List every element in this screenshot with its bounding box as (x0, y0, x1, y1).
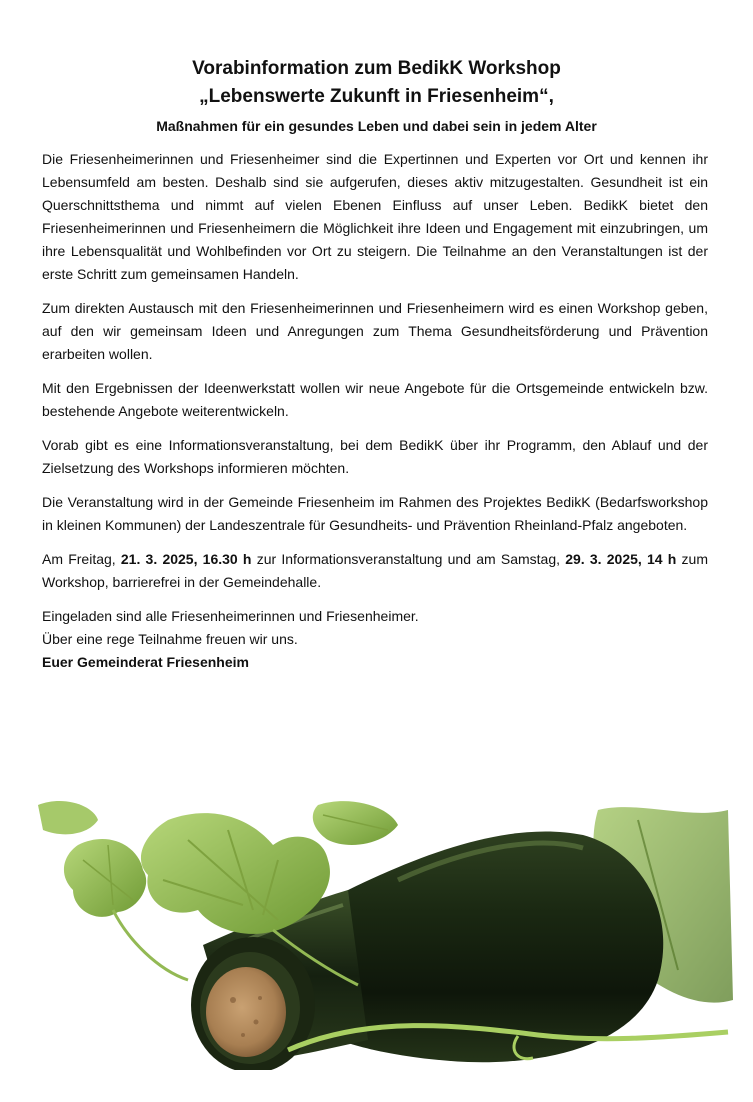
closing-invitation: Eingeladen sind alle Friesenheimerinnen und Friesenheimer. (42, 608, 419, 624)
closing-block (42, 605, 708, 674)
paragraph-dates (42, 548, 708, 594)
document-title: Vorabinformation zum BedikK Workshop (192, 58, 561, 79)
document-subtitle: Maßnahmen für ein gesundes Leben und dabei sein in jedem Alter (156, 118, 597, 134)
date-info-event: 21. 3. 2025, 16.30 h (120, 551, 252, 567)
wine-bottle-photo (38, 800, 733, 1070)
workshop-name: „Lebenswerte Zukunft in Friesenheim“, (199, 86, 554, 107)
paragraph-info-event: Vorab gibt es eine Informationsveranstaltung, bei dem BedikK über ihr Programm, den Ablauf und der Zielsetzung des Workshops informieren möchten. (42, 437, 708, 476)
dates-prefix: Am Freitag, (42, 551, 121, 567)
closing-thanks: Über eine rege Teilnahme freuen wir uns. (42, 631, 298, 647)
cork (206, 967, 286, 1057)
date-workshop: 29. 3. 2025, 14 h (565, 551, 677, 567)
paragraph-project: Die Veranstaltung wird in der Gemeinde Friesenheim im Rahmen des Projektes BedikK (Bedarfsworkshop in kleinen Kommunen) der Landeszentrale für Gesundheits- und Prävention Rheinland-Pfalz angeboten. (42, 494, 708, 533)
body-text (42, 148, 708, 685)
paragraph-workshop: Zum direkten Austausch mit den Friesenheimerinnen und Friesenheimern wird es einen Workshop geben, auf den wir gemeinsam Ideen und Anregungen zum Thema Gesundheitsförderung und Prävention erarbeiten wollen. (42, 300, 708, 362)
paragraph-results: Mit den Ergebnissen der Ideenwerkstatt wollen wir neue Angebote für die Ortsgemeinde entwickeln bzw. bestehende Angebote weiterentwickeln. (42, 380, 708, 419)
dates-suffix: zum Workshop, barrierefrei in der Gemeindehalle. (42, 551, 708, 590)
paragraph-experts: Die Friesenheimerinnen und Friesenheimer sind die Expertinnen und Experten vor Ort und kennen ihr Lebensumfeld am besten. Deshalb sind sie aufgerufen, dieses aktiv mitzugestalten. Gesundheit ist ein Querschnittsthema und nimmt auf vielen Ebenen Einfluss auf unser Leben. BedikK bietet den Friesenheimerinnen und Friesenheimern die Möglichkeit ihre Ideen und Engagement mit einzubringen, um ihre Lebensqualität und Wohlbefinden vor Ort zu steigern. Die Teilnahme an den Veranstaltungen ist der erste Schritt zum gemeinsamen Handeln. (42, 151, 708, 282)
bottle-mouth (191, 937, 315, 1070)
dates-middle: zur Informationsveranstaltung und am Samstag, (251, 551, 566, 567)
signature: Euer Gemeinderat Friesenheim (42, 654, 249, 670)
